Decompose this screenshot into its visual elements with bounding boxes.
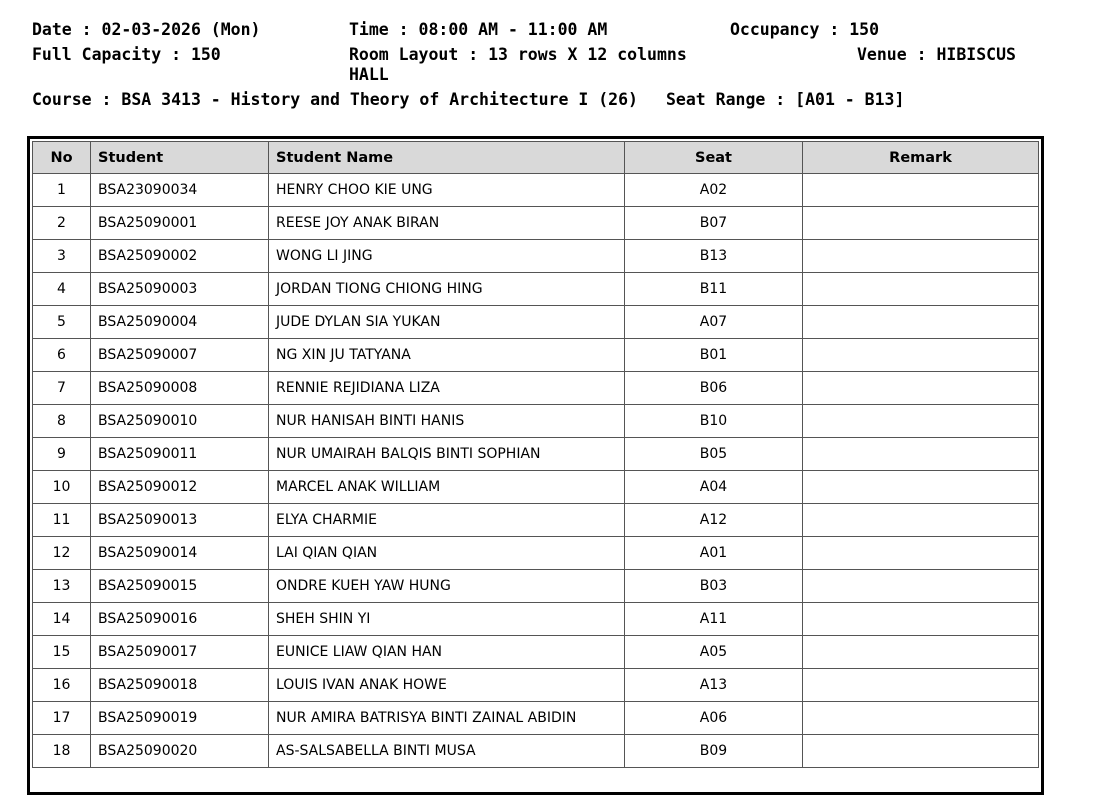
table-row [33,405,1039,438]
seat-number: A04 [625,471,803,504]
remark-cell [803,372,1039,405]
seat-number: B10 [625,405,803,438]
student-name: EUNICE LIAW QIAN HAN [269,636,625,669]
student-id: BSA25090018 [91,669,269,702]
table-row [33,273,1039,306]
seat-number: A06 [625,702,803,735]
student-name: AS-SALSABELLA BINTI MUSA [269,735,625,768]
table-row [33,504,1039,537]
table-row [33,372,1039,405]
row-number: 9 [33,438,91,471]
remark-cell [803,504,1039,537]
row-number: 7 [33,372,91,405]
student-name: ONDRE KUEH YAW HUNG [269,570,625,603]
remark-cell [803,570,1039,603]
remark-cell [803,240,1039,273]
roster-body [33,174,1039,768]
table-row [33,207,1039,240]
student-id: BSA25090004 [91,306,269,339]
student-id: BSA25090014 [91,537,269,570]
student-id: BSA25090012 [91,471,269,504]
student-roster-table [32,141,1039,768]
student-id: BSA25090015 [91,570,269,603]
student-name: MARCEL ANAK WILLIAM [269,471,625,504]
course: Course : BSA 3413 - History and Theory of Architecture I (26) [32,90,638,109]
full-capacity: Full Capacity : 150 [32,45,221,64]
table-header-row [33,142,1039,174]
seat-number: B05 [625,438,803,471]
student-id: BSA25090001 [91,207,269,240]
row-number: 6 [33,339,91,372]
remark-cell [803,603,1039,636]
student-id: BSA23090034 [91,174,269,207]
seat-number: A05 [625,636,803,669]
table-row [33,702,1039,735]
student-id: BSA25090019 [91,702,269,735]
remark-cell [803,471,1039,504]
row-number: 15 [33,636,91,669]
table-row [33,339,1039,372]
seat-number: A01 [625,537,803,570]
remark-cell [803,174,1039,207]
student-id: BSA25090020 [91,735,269,768]
column-header-student-name: Student Name [269,142,625,174]
table-row [33,636,1039,669]
table-row [33,306,1039,339]
remark-cell [803,306,1039,339]
seat-range: Seat Range : [A01 - B13] [666,90,905,109]
remark-cell [803,636,1039,669]
row-number: 3 [33,240,91,273]
room-layout: Room Layout : 13 rows X 12 columns [349,45,687,64]
student-id: BSA25090011 [91,438,269,471]
student-id: BSA25090017 [91,636,269,669]
table-row [33,537,1039,570]
student-name: LAI QIAN QIAN [269,537,625,570]
row-number: 13 [33,570,91,603]
row-number: 18 [33,735,91,768]
student-name: LOUIS IVAN ANAK HOWE [269,669,625,702]
student-name: WONG LI JING [269,240,625,273]
remark-cell [803,207,1039,240]
seat-number: B01 [625,339,803,372]
seat-number: A07 [625,306,803,339]
student-id: BSA25090013 [91,504,269,537]
exam-date: Date : 02-03-2026 (Mon) [32,20,261,39]
remark-cell [803,702,1039,735]
seat-number: A11 [625,603,803,636]
exam-time: Time : 08:00 AM - 11:00 AM [349,20,608,39]
student-name: JUDE DYLAN SIA YUKAN [269,306,625,339]
row-number: 5 [33,306,91,339]
row-number: 1 [33,174,91,207]
column-header-remark: Remark [803,142,1039,174]
table-row [33,603,1039,636]
seat-number: A02 [625,174,803,207]
row-number: 11 [33,504,91,537]
student-name: JORDAN TIONG CHIONG HING [269,273,625,306]
column-header-no: No [33,142,91,174]
student-id: BSA25090008 [91,372,269,405]
student-name: NUR HANISAH BINTI HANIS [269,405,625,438]
student-name: RENNIE REJIDIANA LIZA [269,372,625,405]
row-number: 17 [33,702,91,735]
seat-number: A12 [625,504,803,537]
student-name: REESE JOY ANAK BIRAN [269,207,625,240]
student-id: BSA25090007 [91,339,269,372]
student-id: BSA25090003 [91,273,269,306]
student-name: NUR UMAIRAH BALQIS BINTI SOPHIAN [269,438,625,471]
column-header-seat: Seat [625,142,803,174]
remark-cell [803,537,1039,570]
table-row [33,570,1039,603]
table-row [33,174,1039,207]
row-number: 12 [33,537,91,570]
student-name: ELYA CHARMIE [269,504,625,537]
seat-number: B07 [625,207,803,240]
table-row [33,438,1039,471]
roster-table-frame [27,136,1044,795]
occupancy: Occupancy : 150 [730,20,880,39]
row-number: 14 [33,603,91,636]
student-name: SHEH SHIN YI [269,603,625,636]
student-name: NG XIN JU TATYANA [269,339,625,372]
row-number: 8 [33,405,91,438]
student-name: HENRY CHOO KIE UNG [269,174,625,207]
seat-number: B06 [625,372,803,405]
student-name: NUR AMIRA BATRISYA BINTI ZAINAL ABIDIN [269,702,625,735]
remark-cell [803,669,1039,702]
seat-number: A13 [625,669,803,702]
remark-cell [803,339,1039,372]
student-id: BSA25090010 [91,405,269,438]
row-number: 16 [33,669,91,702]
seat-number: B03 [625,570,803,603]
row-number: 10 [33,471,91,504]
seat-number: B11 [625,273,803,306]
venue: Venue : HIBISCUS [857,45,1016,64]
table-row [33,735,1039,768]
student-id: BSA25090002 [91,240,269,273]
remark-cell [803,405,1039,438]
table-row [33,240,1039,273]
remark-cell [803,438,1039,471]
seat-number: B13 [625,240,803,273]
seat-number: B09 [625,735,803,768]
student-id: BSA25090016 [91,603,269,636]
column-header-student: Student [91,142,269,174]
table-row [33,669,1039,702]
remark-cell [803,273,1039,306]
venue-continuation: HALL [349,65,389,84]
row-number: 4 [33,273,91,306]
table-row [33,471,1039,504]
row-number: 2 [33,207,91,240]
remark-cell [803,735,1039,768]
